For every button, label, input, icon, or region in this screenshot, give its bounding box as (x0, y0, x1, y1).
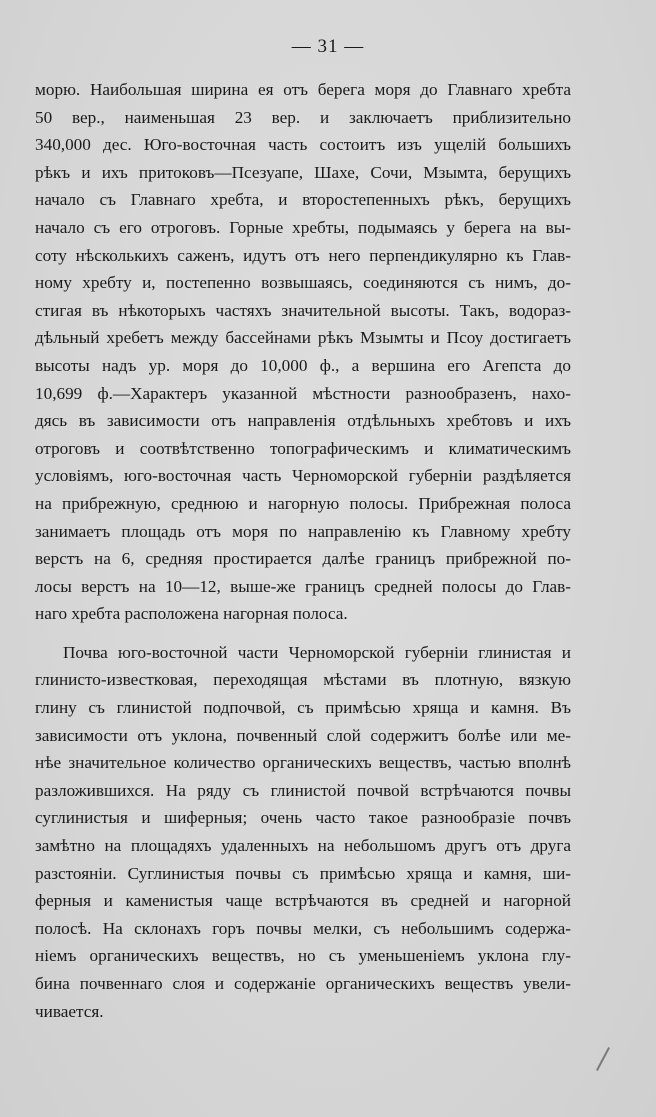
text-line: верстъ на 6, средняя простирается далѣе границъ прибрежной по- (35, 549, 571, 569)
body-text (35, 76, 571, 1025)
text-line: 340,000 дес. Юго-восточная часть состоитъ изъ ущелій большихъ (35, 135, 571, 155)
text-line: замѣтно на площадяхъ удаленныхъ на небольшомъ другъ отъ друга (35, 836, 571, 856)
text-line: глину съ глинистой подпочвой, съ примѣсью хряща и камня. Въ (35, 698, 571, 718)
text-line: дясь въ зависимости отъ направленія отдѣльныхъ хребтовъ и ихъ (35, 411, 571, 431)
text-line: ному хребту и, постепенно возвышаясь, соединяются съ нимъ, до- (35, 273, 571, 293)
page-number: — 31 — (291, 36, 365, 57)
paragraph-1 (35, 76, 571, 628)
text-line: нѣе значительное количество органическихъ веществъ, частью вполнѣ (35, 753, 571, 773)
text-line: на прибрежную, среднюю и нагорную полосы. Прибрежная полоса (35, 493, 571, 513)
text-line: ніемъ органическихъ веществъ, но съ уменьшеніемъ уклона глу- (35, 946, 571, 966)
text-line: наго хребта расположена нагорная полоса. (35, 604, 348, 624)
text-line: ферныя и каменистыя чаще встрѣчаются въ средней и нагорной (35, 891, 571, 911)
text-line: рѣкъ и ихъ притоковъ—Псезуапе, Шахе, Сочи, Мзымта, берущихъ (35, 162, 571, 182)
text-line: чивается. (35, 1001, 104, 1021)
text-line: Почва юго-восточной части Черноморской губерніи глинистая и (63, 642, 571, 662)
text-line: зависимости отъ уклона, почвенный слой содержитъ болѣе или ме- (35, 725, 571, 745)
text-line: 10,699 ф.—Характеръ указанной мѣстности разнообразенъ, нахо- (35, 383, 571, 403)
text-line: соту нѣсколькихъ саженъ, идутъ отъ него перпендикулярно къ Глав- (35, 245, 571, 265)
text-line: высоты надъ ур. моря до 10,000 ф., а вершина его Агепста до (35, 355, 571, 375)
text-line: стигая въ нѣкоторыхъ частяхъ значительной высоты. Такъ, водораз- (35, 300, 571, 320)
text-line: морю. Наибольшая ширина ея отъ берега моря до Главнаго хребта (35, 80, 571, 99)
text-line: бина почвеннаго слоя и содержаніе органическихъ веществъ увели- (35, 974, 571, 993)
text-line: разложившихся. На ряду съ глинистой почвой встрѣчаются почвы (35, 780, 571, 800)
text-line: отроговъ и соотвѣтственно топографическимъ и климатическимъ (35, 438, 571, 458)
text-line: 50 вер., наименьшая 23 вер. и заключаетъ приблизительно (35, 107, 571, 127)
text-line: разстояніи. Суглинистыя почвы съ примѣсью хряща и камня, ши- (35, 863, 571, 883)
text-line: начало съ его отроговъ. Горные хребты, подымаясь у берега на вы- (35, 217, 571, 237)
paragraph-2 (35, 639, 571, 1025)
text-line: условіямъ, юго-восточная часть Черноморской губерніи раздѣляется (35, 466, 571, 486)
text-line: начало съ Главнаго хребта, и второстепенныхъ рѣкъ, берущихъ (35, 190, 571, 210)
text-line: занимаетъ площадь отъ моря по направленію къ Главному хребту (35, 521, 571, 541)
text-line: полосѣ. На склонахъ горъ почвы мелки, съ небольшимъ содержа- (35, 918, 571, 938)
scan-mark (596, 1047, 610, 1071)
text-line: дѣльный хребетъ между бассейнами рѣкъ Мзымты и Псоу достигаетъ (35, 328, 571, 348)
text-line: суглинистыя и шиферныя; очень часто такое разнообразіе почвъ (35, 808, 571, 828)
text-line: лосы верстъ на 10—12, выше-же границъ средней полосы до Глав- (35, 576, 571, 596)
text-line: глинисто-известковая, переходящая мѣстами въ плотную, вязкую (35, 670, 571, 690)
